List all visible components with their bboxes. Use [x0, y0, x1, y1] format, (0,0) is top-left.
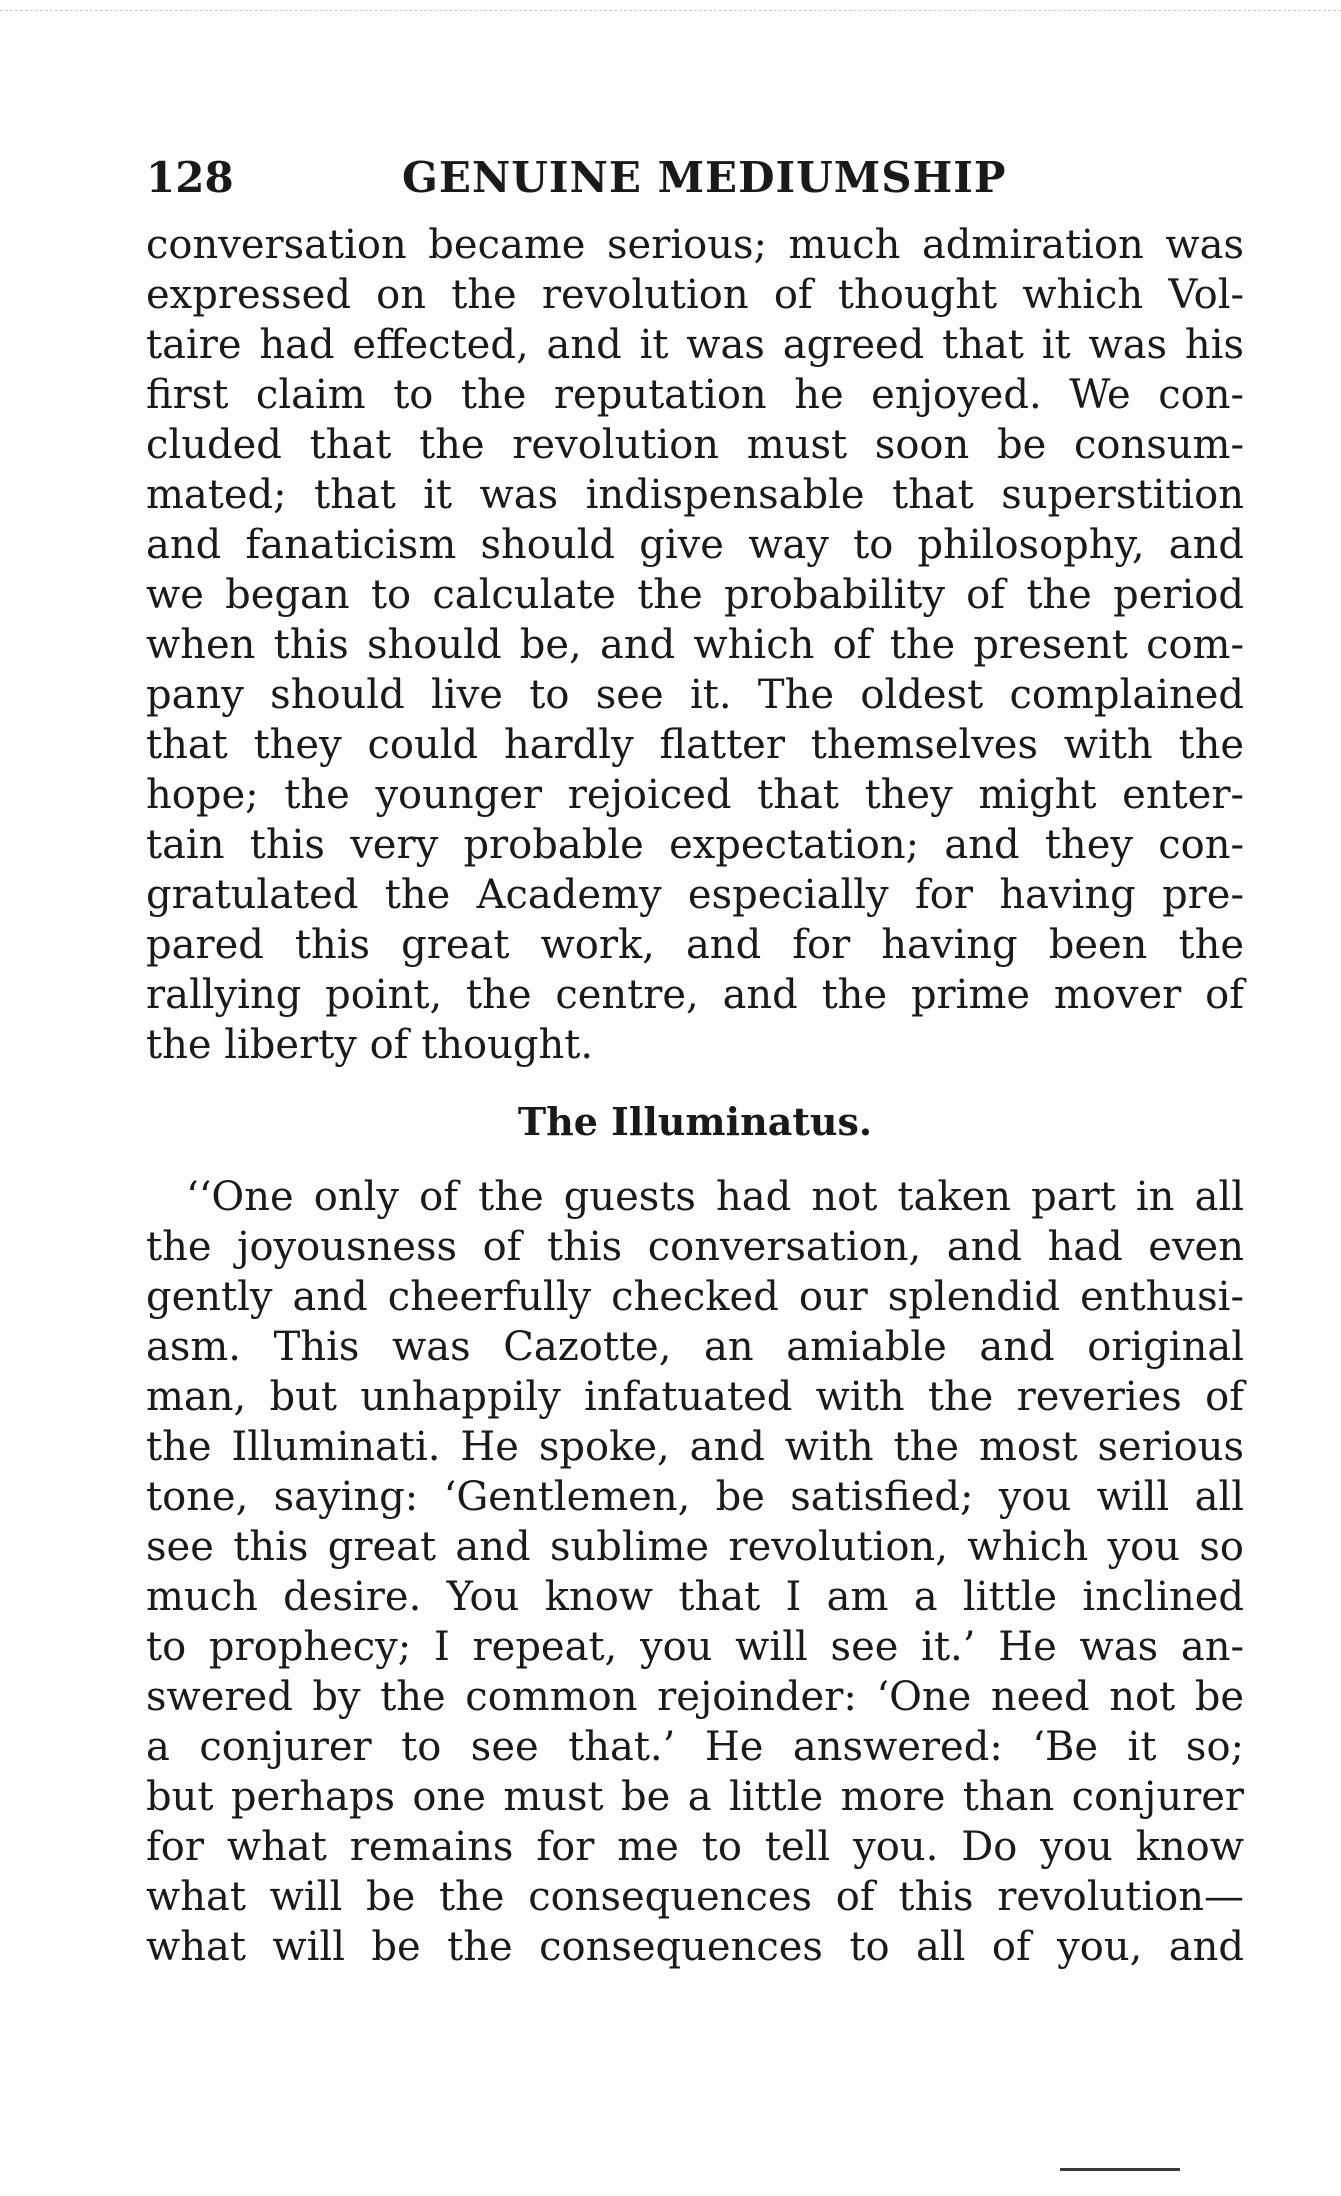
text-line: pared this great work, and for having been the: [146, 922, 1244, 968]
section-heading: The Illuminatus.: [517, 1099, 873, 1144]
text-line: the liberty of thought.: [146, 1022, 594, 1068]
text-line: hope; the younger rejoiced that they might enter-: [146, 772, 1244, 818]
text-line: to prophecy; I repeat, you will see it.’ He was an-: [146, 1624, 1244, 1670]
text-line: pany should live to see it. The oldest complained: [146, 672, 1244, 718]
text-line: conversation became serious; much admiration was: [146, 222, 1244, 268]
text-line: asm. This was Cazotte, an amiable and original: [146, 1324, 1244, 1370]
page-edge-mark: [1060, 2168, 1180, 2171]
text-line: gently and cheerfully checked our splendid enthusi-: [146, 1274, 1244, 1320]
text-line: the Illuminati. He spoke, and with the most serious: [146, 1424, 1244, 1470]
text-line: taire had effected, and it was agreed that it was his: [146, 322, 1244, 368]
page-header: [146, 148, 1246, 208]
text-line: and fanaticism should give way to philosophy, and: [146, 522, 1244, 568]
text-line: man, but unhappily infatuated with the reveries of: [146, 1374, 1244, 1420]
page-number: 128: [146, 153, 234, 202]
text-line: ‘‘One only of the guests had not taken part in all: [186, 1174, 1244, 1220]
text-line: the joyousness of this conversation, and had even: [146, 1224, 1244, 1270]
text-line: that they could hardly flatter themselves with the: [146, 722, 1244, 768]
text-line: first claim to the reputation he enjoyed. We con-: [146, 372, 1244, 418]
text-line: a conjurer to see that.’ He answered: ‘Be it so;: [146, 1724, 1244, 1770]
text-line: gratulated the Academy especially for having pre-: [146, 872, 1244, 918]
text-line: what will be the consequences of this revolution—: [146, 1874, 1244, 1920]
text-line: tone, saying: ‘Gentlemen, be satisfied; you will all: [146, 1474, 1244, 1520]
text-line: rallying point, the centre, and the prime mover of: [146, 972, 1244, 1018]
text-line: what will be the consequences to all of you, and: [146, 1924, 1244, 1970]
text-line: for what remains for me to tell you. Do you know: [146, 1824, 1244, 1870]
text-line: when this should be, and which of the present com-: [146, 622, 1244, 668]
text-line: we began to calculate the probability of the period: [146, 572, 1244, 618]
running-title: GENUINE MEDIUMSHIP: [402, 153, 1007, 202]
page-edge-rule: [0, 10, 1341, 12]
text-line: mated; that it was indispensable that superstition: [146, 472, 1244, 518]
text-line: cluded that the revolution must soon be consum-: [146, 422, 1244, 468]
text-line: tain this very probable expectation; and they con-: [146, 822, 1244, 868]
text-line: much desire. You know that I am a little inclined: [146, 1574, 1244, 1620]
text-line: see this great and sublime revolution, which you so: [146, 1524, 1244, 1570]
text-line: swered by the common rejoinder: ‘One need not be: [146, 1674, 1244, 1720]
text-line: but perhaps one must be a little more than conjurer: [146, 1774, 1244, 1820]
text-line: expressed on the revolution of thought which Vol-: [146, 272, 1244, 318]
